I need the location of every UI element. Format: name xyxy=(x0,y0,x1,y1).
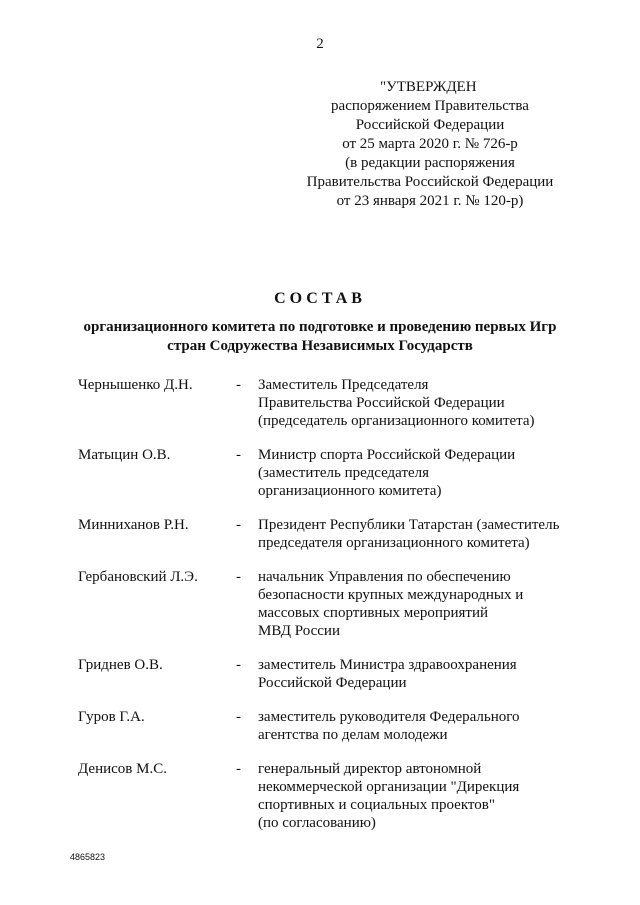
member-role xyxy=(258,516,578,552)
approval-line: распоряжением Правительства xyxy=(331,98,529,114)
member-role-line: Министр спорта Российской Федерации xyxy=(258,447,516,463)
member-role-line: Правительства Российской Федерации xyxy=(258,395,505,411)
member-role-line: (по согласованию) xyxy=(258,815,376,831)
member-row xyxy=(78,568,578,640)
member-role xyxy=(258,376,578,430)
approval-stamp xyxy=(300,78,560,211)
member-role-line: председателя организационного комитета) xyxy=(258,535,530,551)
member-role xyxy=(258,568,578,640)
member-role-line: организационного комитета) xyxy=(258,483,442,499)
approval-line: Правительства Российской Федерации xyxy=(306,174,554,190)
member-role-line: Российской Федерации xyxy=(258,675,407,691)
member-row xyxy=(78,516,578,552)
member-dash: - xyxy=(236,447,241,463)
member-dash: - xyxy=(236,657,241,673)
document-title: СОСТАВ xyxy=(274,290,366,307)
member-role-line: начальник Управления по обеспечению xyxy=(258,569,511,585)
approval-line: от 25 марта 2020 г. № 726-р xyxy=(342,136,518,152)
page-number: 2 xyxy=(316,36,324,52)
member-role-line: Президент Республики Татарстан (заместитель xyxy=(258,517,560,533)
document-subtitle xyxy=(60,318,580,356)
member-role xyxy=(258,760,578,832)
member-role-line: массовых спортивных мероприятий xyxy=(258,605,488,621)
member-name: Денисов М.С. xyxy=(78,761,167,777)
member-name: Гуров Г.А. xyxy=(78,709,145,725)
members-list xyxy=(78,376,578,848)
subtitle-line: организационного комитета по подготовке и проведению первых Игр xyxy=(83,319,557,335)
approval-line: "УТВЕРЖДЕН xyxy=(380,79,477,95)
member-role-line: (председатель организационного комитета) xyxy=(258,413,535,429)
member-role-line: генеральный директор автономной xyxy=(258,761,482,777)
member-dash: - xyxy=(236,709,241,725)
member-role-line: заместитель руководителя Федерального xyxy=(258,709,520,725)
member-dash: - xyxy=(236,377,241,393)
member-dash: - xyxy=(236,761,241,777)
member-role-line: спортивных и социальных проектов" xyxy=(258,797,495,813)
approval-line: от 23 января 2021 г. № 120-р) xyxy=(336,193,524,209)
member-name: Минниханов Р.Н. xyxy=(78,517,189,533)
member-role xyxy=(258,708,578,744)
member-role-line: безопасности крупных международных и xyxy=(258,587,524,603)
member-row xyxy=(78,760,578,832)
member-name: Гербановский Л.Э. xyxy=(78,569,198,585)
member-role-line: (заместитель председателя xyxy=(258,465,430,481)
subtitle-line: стран Содружества Независимых Государств xyxy=(167,338,473,354)
member-role-line: агентства по делам молодежи xyxy=(258,727,448,743)
document-id: 4865823 xyxy=(70,852,106,862)
member-role-line: МВД России xyxy=(258,623,340,639)
member-dash: - xyxy=(236,569,241,585)
member-row xyxy=(78,446,578,500)
member-dash: - xyxy=(236,517,241,533)
member-name: Гриднев О.В. xyxy=(78,657,163,673)
member-role-line: заместитель Министра здравоохранения xyxy=(258,657,517,673)
member-row xyxy=(78,656,578,692)
approval-line: Российской Федерации xyxy=(355,117,505,133)
member-name: Чернышенко Д.Н. xyxy=(78,377,193,393)
approval-line: (в редакции распоряжения xyxy=(345,155,515,171)
member-name: Матыцин О.В. xyxy=(78,447,171,463)
member-row xyxy=(78,708,578,744)
member-role xyxy=(258,656,578,692)
member-role-line: некоммерческой организации "Дирекция xyxy=(258,779,520,795)
member-row xyxy=(78,376,578,430)
member-role-line: Заместитель Председателя xyxy=(258,377,429,393)
member-role xyxy=(258,446,578,500)
